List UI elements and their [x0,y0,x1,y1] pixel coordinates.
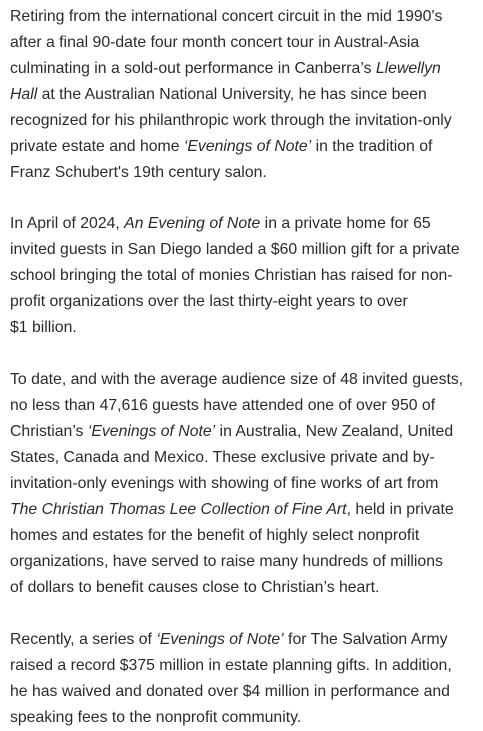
text-run: after a final 90-date four month concert tour in Austral-Asia [10,34,420,51]
text-run: Recently, a series of [10,631,157,648]
text-line [10,393,463,419]
text-line [10,4,452,30]
text-run: no less than 47,616 guests have attended one of over 950 of [10,397,436,414]
text-run: States, Canada and Mexico. These exclusive private and by- [10,449,435,466]
text-run: In April of 2024, [10,215,125,232]
text-run: private estate and home [10,138,184,155]
text-line [10,653,452,679]
text-run: for The Salvation Army [283,631,448,648]
text-line [10,627,452,653]
text-line [10,82,452,108]
italic-text: Hall [10,86,38,103]
text-line [10,160,452,186]
text-run: in Australia, New Zealand, United [215,423,454,440]
text-line [10,134,452,160]
paragraph-retirement [10,4,452,186]
text-line [10,497,463,523]
text-line [10,679,452,705]
text-run: Christian’s [10,423,88,440]
text-line [10,289,460,315]
text-run: culminating in a sold-out performance in Canberra’s [10,60,376,77]
text-run: invitation-only evenings with showing of fine works of art from [10,475,439,492]
text-line [10,445,463,471]
text-line [10,523,463,549]
italic-text: An Evening of Note [124,215,261,232]
italic-text: ‘Evenings of Note’ [183,138,312,155]
text-run: Franz Schubert's 19th century salon. [10,164,267,181]
text-run: in a private home for 65 [260,215,431,232]
text-line [10,108,452,134]
italic-text: The Christian Thomas Lee Collection of Fine Art [10,501,347,518]
text-run: , held in private [346,501,454,518]
paragraph-recently [10,627,452,731]
italic-text: ‘Evenings of Note’ [87,423,216,440]
text-run: of dollars to benefit causes close to Christian’s heart. [10,579,380,596]
text-run: at the Australian National University, he has since been [37,86,427,103]
text-line [10,471,463,497]
text-line [10,575,463,601]
text-line [10,56,452,82]
text-run: raised a record $375 million in estate planning gifts. In addition, [10,657,452,674]
paragraph-april-2024 [10,211,460,341]
text-run: To date, and with the average audience size of 48 invited guests, [10,371,464,388]
text-line [10,549,463,575]
text-line [10,263,460,289]
text-run: Retiring from the international concert circuit in the mid 1990's [10,8,443,25]
text-run: school bringing the total of monies Christian has raised for non- [10,267,453,284]
italic-text: ‘Evenings of Note’ [156,631,284,648]
text-run: invited guests in San Diego landed a $60 million gift for a private [10,241,460,258]
text-line [10,237,460,263]
text-run: $1 billion. [10,319,77,336]
text-run: profit organizations over the last thirty-eight years to over [10,293,408,310]
text-run: recognized for his philanthropic work through the invitation-only [10,112,452,129]
text-line [10,315,460,341]
text-line [10,367,463,393]
text-line [10,211,460,237]
text-run: he has waived and donated over $4 million in performance and [10,683,450,700]
text-line [10,419,463,445]
text-line [10,30,452,56]
text-run: speaking fees to the nonprofit community. [10,709,302,726]
italic-text: Llewellyn [375,60,441,77]
text-run: homes and estates for the benefit of highly select nonprofit [10,527,420,544]
text-line [10,705,452,731]
paragraph-to-date [10,367,463,601]
text-run: organizations, have served to raise many hundreds of millions [10,553,443,570]
text-run: in the tradition of [311,138,433,155]
